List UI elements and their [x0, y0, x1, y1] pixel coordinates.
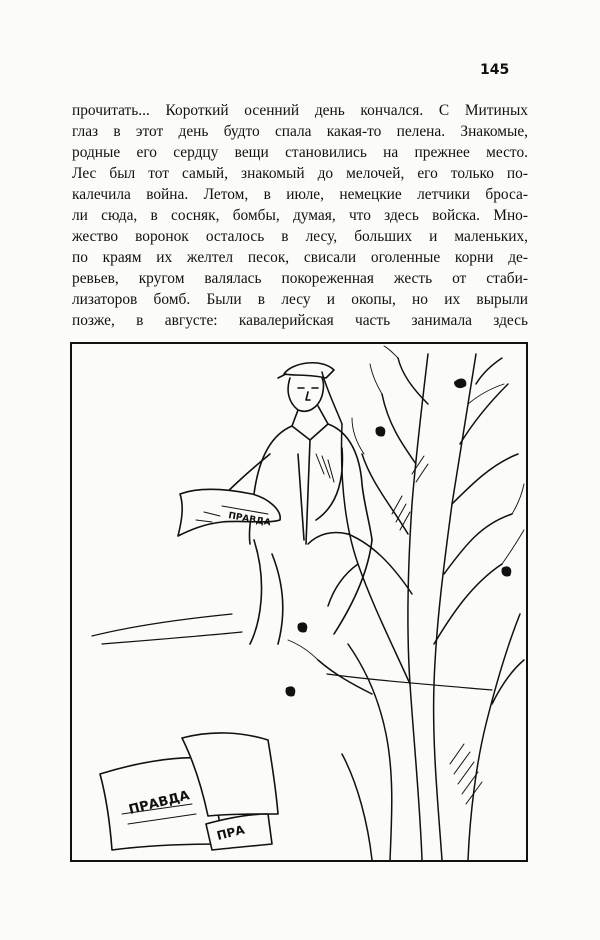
bare-tree — [308, 354, 524, 860]
ground-newspaper-title: ПРАВДА — [127, 788, 192, 818]
held-newspaper-title: ПРАВДА — [227, 511, 272, 529]
text-line: глаз в этот день будто спала какая-то пелена. Знакомые, — [72, 123, 528, 140]
text-line: лизаторов бомб. Были в лесу и окопы, но их вырыли — [72, 291, 528, 308]
text-line: Лес был тот самый, знакомый до мелочей, его только по- — [72, 165, 528, 182]
text-line: ли сюда, в сосняк, бомбы, думая, что здесь войска. Мно- — [72, 207, 528, 224]
falling-leaves — [285, 379, 511, 697]
text-line: прочитать... Короткий осенний день кончался. С Митиных — [72, 102, 528, 119]
text-line: жество воронок осталось в лесу, больших и маленьких, — [72, 228, 528, 245]
page-number: 145 — [480, 62, 510, 78]
ground-newspaper-title-partial: ПРА — [215, 822, 247, 843]
illustration — [70, 342, 528, 862]
ground-lines — [92, 614, 492, 690]
text-line: позже, в августе: кавалерийская часть занимала здесь — [72, 312, 528, 329]
text-line: ревьев, кругом валялась покореженная жесть от стаби- — [72, 270, 528, 287]
text-line: родные его сердцу вещи становились на прежнее место. — [72, 144, 528, 161]
body-text — [72, 100, 528, 331]
ground-newspapers — [100, 733, 278, 850]
text-line: калечила война. Летом, в июле, немецкие летчики броса- — [72, 186, 528, 203]
text-line: по краям их желтел песок, свисали оголенные корни де- — [72, 249, 528, 266]
